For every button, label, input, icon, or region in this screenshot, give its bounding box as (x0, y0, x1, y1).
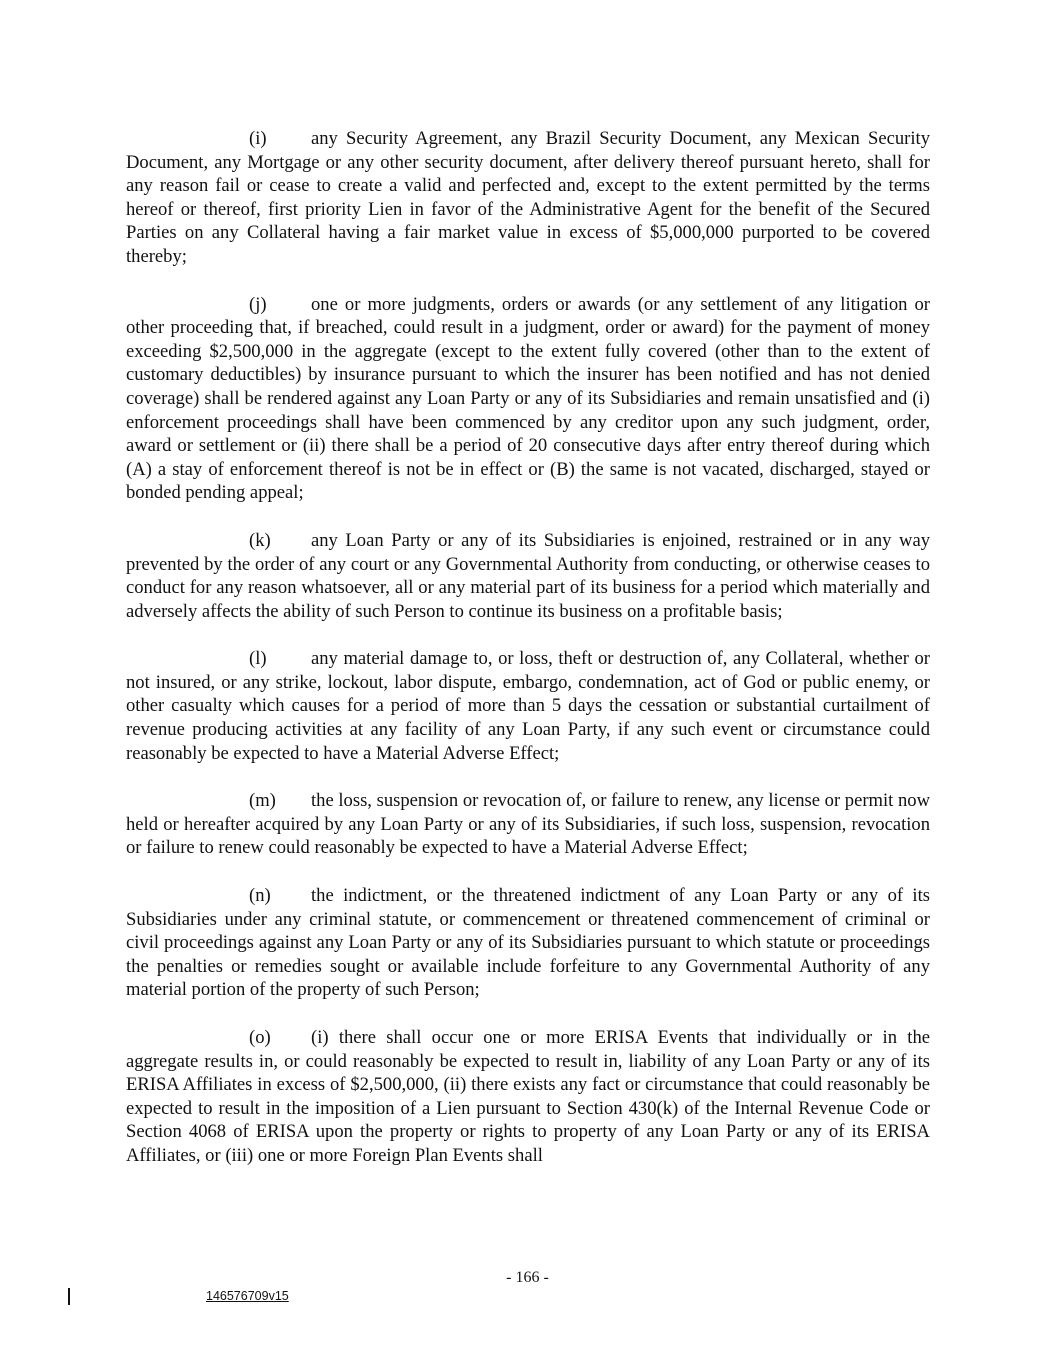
clause-label: (m) (249, 790, 276, 812)
clause-text: any Security Agreement, any Brazil Security Document, any Mexican Security Document, any Mortgage or any other security document, after delivery thereof pursuant hereto, shall for any reason fail or cease to create a valid and perfected and, except to the extent permitted by the terms hereof or thereof, first priority Lien in favor of the Administrative Agent for the benefit of the Secured Parties on any Collateral having a fair market value in excess of $5,000,000 purported to be covered thereby; (126, 128, 930, 267)
clause-text: any Loan Party or any of its Subsidiaries is enjoined, restrained or in any way prevented by the order of any court or any Governmental Authority from conducting, or otherwise ceases to conduct for any reason whatsoever, all or any material part of its business for a period which materially and adversely affects the ability of such Person to continue its business on a profitable basis; (126, 529, 930, 622)
clause-label: (n) (249, 885, 271, 907)
clause-text: one or more judgments, orders or awards (or any settlement of any litigation or other proceeding that, if breached, could result in a judgment, order or award) for the payment of money exceeding $2,500,000 in the aggregate (except to the extent fully covered (other than to the extent of customary deductibles) by insurance pursuant to which the insurer has been notified and has not denied coverage) shall be rendered against any Loan Party or any of its Subsidiaries and remain unsatisfied and (i) enforcement proceedings shall have been commenced by any creditor upon any such judgment, order, award or settlement or (ii) there shall be a period of 20 consecutive days after entry thereof during which (A) a stay of enforcement thereof is not be in effect or (B) the same is not vacated, discharged, stayed or bonded pending appeal; (126, 293, 930, 504)
page-number: - 166 - (506, 1269, 549, 1286)
clause-text: (i) there shall occur one or more ERISA Events that individually or in the aggregate results in, or could reasonably be expected to result in, liability of any Loan Party or any of its ERISA Affiliates in excess of $2,500,000, (ii) there exists any fact or circumstance that could reasonably be expected to result in the imposition of a Lien pursuant to Section 430(k) of the Internal Revenue Code or Section 4068 of ERISA upon the property or rights to property of any Loan Party or any of its ERISA Affiliates, or (iii) one or more Foreign Plan Events shall (126, 1027, 930, 1166)
clause-i (126, 127, 930, 269)
clause-label: (k) (249, 529, 271, 551)
clause-label: (j) (249, 293, 267, 315)
clause-j (126, 293, 930, 505)
clause-text: any material damage to, or loss, theft or destruction of, any Collateral, whether or not insured, or any strike, lockout, labor dispute, embargo, condemnation, act of God or public enemy, or other casualty which causes for a period of more than 5 days the cessation or substantial curtailment of revenue producing activities at any facility of any Loan Party, if any such event or circumstance could reasonably be expected to have a Material Adverse Effect; (126, 648, 930, 764)
clause-label: (i) (249, 128, 267, 149)
revision-bar (68, 1288, 70, 1305)
clause-o (126, 1026, 930, 1168)
clause-m (126, 789, 930, 860)
document-id: 146576709v15 (206, 1289, 289, 1303)
page-body (126, 127, 930, 1192)
clause-label: (o) (249, 1027, 271, 1048)
clause-k (126, 529, 930, 623)
clause-text: the indictment, or the threatened indictment of any Loan Party or any of its Subsidiaries under any criminal statute, or commencement or threatened commencement of criminal or civil proceedings against any Loan Party or any of its Subsidiaries pursuant to which statute or proceedings the penalties or remedies sought or available include forfeiture to any Governmental Authority of any material portion of the property of such Person; (126, 885, 930, 1001)
clause-l (126, 647, 930, 765)
clause-label: (l) (249, 648, 267, 670)
clause-n (126, 884, 930, 1002)
clause-text: the loss, suspension or revocation of, or failure to renew, any license or permit now held or hereafter acquired by any Loan Party or any of its Subsidiaries, if such loss, suspension, revocation or failure to renew could reasonably be expected to have a Material Adverse Effect; (126, 790, 930, 859)
